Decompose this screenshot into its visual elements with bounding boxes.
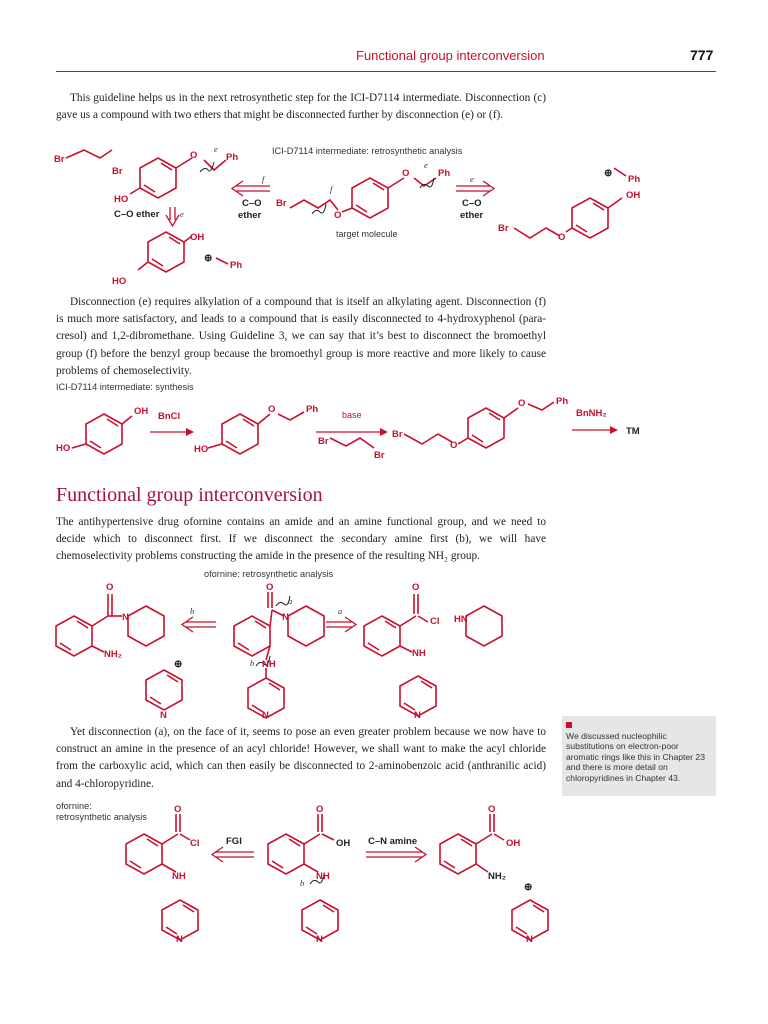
label-o: O bbox=[402, 168, 410, 179]
scheme3-caption: ofornine: retrosynthetic analysis bbox=[204, 569, 334, 579]
label-o: O bbox=[558, 232, 566, 243]
label-e: e bbox=[214, 144, 218, 154]
label-hn: HN bbox=[454, 614, 468, 625]
paragraph-2: Disconnection (e) requires alkylation of a compound that is itself an alkylating agent. Disconnection (f) is much more satisfactory, and leads to a compound that is easily disconnected to 4-hydroxyphenol (para-cresol) and 1,2-dibromethane. Using Guideline 3, we can say that it’s best to disconnect the bromoethyl group (f) before the benzyl group because the bromoethyl group is more reactive and more likely to cause problems of chemoselectivity. bbox=[56, 296, 546, 377]
scheme1-caption: ICI-D7114 intermediate: retrosynthetic analysis bbox=[272, 146, 463, 156]
margin-note-text: We discussed nucleophilic substitutions on electron-poor aromatic rings like this in Chapter 23 and there is more detail on chloropyridines in Chapter 43. bbox=[566, 731, 705, 783]
label-br: Br bbox=[392, 429, 403, 440]
label-n: N bbox=[414, 710, 421, 721]
label-o: O bbox=[316, 804, 324, 815]
label-oh: OH bbox=[190, 232, 205, 243]
label-ho: HO bbox=[194, 444, 209, 455]
label-cl: Cl bbox=[430, 616, 440, 627]
label-e: e bbox=[470, 174, 474, 184]
label-co: C–O bbox=[462, 198, 482, 209]
label-o: O bbox=[334, 210, 342, 221]
paragraph-3: The antihypertensive drug ofornine contains an amide and an amine functional group, and we need to decide which to disconnect first. If we disconnect the secondary amine first (b), we will have chemoselectivity problems constructing the amide in the presence of the resulting NH₂ group. bbox=[56, 516, 546, 563]
label-f: f bbox=[330, 184, 333, 194]
label-ph: Ph bbox=[556, 396, 569, 407]
label-n: N bbox=[282, 612, 289, 623]
label-bncl: BnCl bbox=[158, 411, 181, 422]
label-e: e bbox=[424, 160, 428, 170]
label-n: N bbox=[316, 934, 323, 945]
label-o: O bbox=[450, 440, 458, 451]
label-co: C–O bbox=[242, 198, 262, 209]
scheme2-caption: ICI-D7114 intermediate: synthesis bbox=[56, 382, 194, 392]
label-a: a bbox=[288, 596, 293, 606]
page-number: 777 bbox=[690, 47, 714, 63]
label-br: Br bbox=[318, 436, 329, 447]
label-ho: HO bbox=[112, 276, 127, 287]
label-plus: ⊕ bbox=[604, 168, 613, 179]
label-a: a bbox=[338, 606, 343, 616]
label-cl: Cl bbox=[190, 838, 200, 849]
label-br: Br bbox=[374, 450, 385, 461]
label-plus: ⊕ bbox=[174, 659, 183, 670]
label-b: b bbox=[300, 878, 305, 888]
label-o: O bbox=[266, 582, 274, 593]
label-nh: NH bbox=[412, 648, 426, 659]
label-bnnh2: BnNH₂ bbox=[576, 408, 607, 419]
label-o: O bbox=[412, 582, 420, 593]
label-ph: Ph bbox=[628, 174, 641, 185]
paragraph-1: This guideline helps us in the next retrosynthetic step for the ICI-D7114 intermediate. Disconnection (c) gave us a compound with two ethers that might be disconnected further by disconnection (e) or (f). bbox=[56, 92, 546, 122]
label-ph: Ph bbox=[226, 152, 239, 163]
label-target: target molecule bbox=[336, 229, 398, 239]
label-fgi: FGI bbox=[226, 836, 242, 847]
label-oh: OH bbox=[336, 838, 351, 849]
label-ho: HO bbox=[114, 194, 129, 205]
label-ether: ether bbox=[460, 210, 484, 221]
label-br: Br bbox=[276, 198, 287, 209]
label-ph: Ph bbox=[306, 404, 319, 415]
label-br: Br bbox=[498, 223, 509, 234]
label-cn-amine: C–N amine bbox=[368, 836, 418, 847]
label-o: O bbox=[174, 804, 182, 815]
label-plus: ⊕ bbox=[524, 882, 533, 893]
label-oh: OH bbox=[626, 190, 641, 201]
label-ph: Ph bbox=[230, 260, 243, 271]
label-oh: OH bbox=[506, 838, 521, 849]
label-co-ether: C–O ether bbox=[114, 209, 160, 220]
label-o: O bbox=[268, 404, 276, 415]
running-header-title: Functional group interconversion bbox=[356, 48, 545, 63]
label-b: b bbox=[250, 658, 255, 668]
label-o: O bbox=[190, 150, 198, 161]
scheme4-caption-line1: ofornine: bbox=[56, 801, 92, 811]
label-o: O bbox=[518, 398, 526, 409]
label-tm: TM bbox=[626, 426, 640, 437]
label-n: N bbox=[176, 934, 183, 945]
label-n: N bbox=[160, 710, 167, 721]
label-br: Br bbox=[112, 166, 123, 177]
label-ph: Ph bbox=[438, 168, 451, 179]
label-o: O bbox=[488, 804, 496, 815]
label-plus: ⊕ bbox=[204, 253, 213, 264]
label-ho: HO bbox=[56, 443, 71, 454]
label-nh: NH bbox=[316, 871, 330, 882]
label-n: N bbox=[262, 710, 269, 721]
label-base: base bbox=[342, 410, 362, 420]
label-oh: OH bbox=[134, 406, 149, 417]
scheme4-caption-line2: retrosynthetic analysis bbox=[56, 812, 147, 822]
label-ether: ether bbox=[238, 210, 262, 221]
label-o: O bbox=[106, 582, 114, 593]
label-nh: NH bbox=[172, 871, 186, 882]
label-e: e bbox=[180, 209, 184, 219]
paragraph-4: Yet disconnection (a), on the face of it, seems to pose an even greater problem because we now have to construct an amine in the presence of an acyl chloride! However, we shall want to make the acyl chloride from the carboxylic acid, which can then easily be disconnected to 2-aminobenzoic acid (anthranilic acid) and 4-chloropyridine. bbox=[56, 726, 546, 790]
label-b: b bbox=[190, 606, 195, 616]
label-n: N bbox=[526, 934, 533, 945]
section-title: Functional group interconversion bbox=[56, 484, 323, 506]
label-n: N bbox=[122, 612, 129, 623]
label-nh2: NH₂ bbox=[104, 649, 122, 660]
label-br: Br bbox=[54, 154, 65, 165]
label-nh: NH bbox=[262, 659, 276, 670]
label-f: f bbox=[262, 174, 265, 184]
label-nh2: NH₂ bbox=[488, 871, 506, 882]
